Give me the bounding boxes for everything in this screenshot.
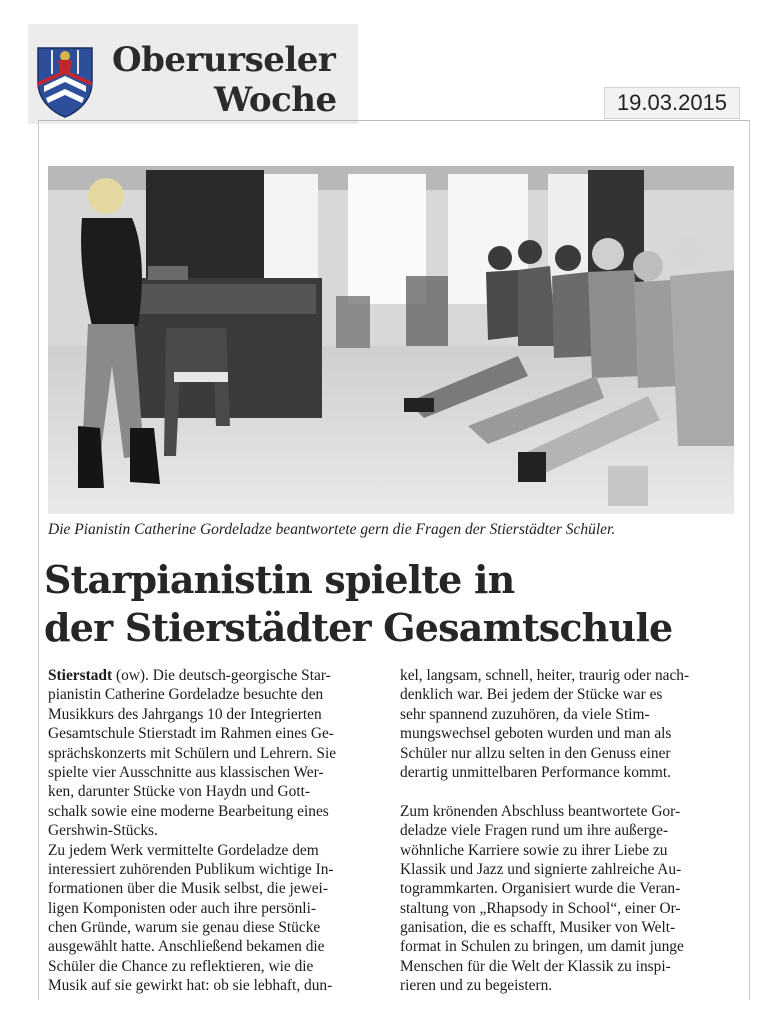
column-line: derartig unmittelbaren Performance kommt. [400, 763, 671, 781]
column-line: ausgewählt hatte. Anschließend bekamen die [48, 938, 325, 956]
column-line: sprächskonzerts mit Schülern und Lehrern. Sie [48, 744, 337, 762]
column-line: chen Gründe, warum sie genau diese Stücke [48, 919, 321, 937]
column-line: interessiert zuhörenden Publikum wichtige In- [48, 860, 334, 878]
column-line: kel, langsam, schnell, heiter, traurig oder nach- [400, 667, 690, 684]
frame-top-rule [38, 120, 750, 121]
article-headline [44, 556, 744, 652]
column-line: wöhnliche Karriere sowie zu ihrer Liebe zu [400, 841, 668, 859]
brand-line-2: Woche [214, 80, 337, 120]
headline-line-1: Starpianistin spielte in [44, 557, 515, 602]
article-column-2 [400, 666, 730, 996]
column-line: sehr spannend zuzuhören, da viele Stim- [400, 705, 650, 723]
column-line: spielte vier Ausschnitte aus klassischen Wer- [48, 763, 324, 781]
column-line: formationen über die Musik selbst, die jewei- [48, 880, 328, 898]
classroom-photo-illustration [48, 166, 734, 514]
column-line: Musikkurs des Jahrgangs 10 der Integrierten [48, 705, 322, 723]
column-line: schalk sowie eine moderne Bearbeitung eines [48, 802, 329, 820]
column-line: denklich war. Bei jedem der Stücke war es [400, 686, 663, 704]
frame-right-rule [749, 120, 750, 1000]
issue-date: 19.03.2015 [604, 87, 740, 119]
column-line: Zu jedem Werk vermittelte Gordeladze dem [48, 841, 319, 859]
column-line: ken, darunter Stücke von Haydn und Gott- [48, 783, 311, 801]
column-line: Musik auf sie gewirkt hat: ob sie lebhaft, dun- [48, 977, 333, 995]
column-line: Gershwin-Stücks. [48, 822, 158, 840]
dateline: Stierstadt [48, 667, 113, 684]
column-line [48, 666, 378, 685]
column-line: pianistin Catherine Gordeladze besuchte den [48, 686, 324, 704]
column-line: Schüler nur allzu selten in den Genuss einer [400, 744, 671, 762]
column-line: deladze viele Fragen rund um ihre außerge- [400, 822, 669, 840]
column-line: Zum krönenden Abschluss beantwortete Gor- [400, 802, 681, 820]
column-line: staltung von „Rhapsody in School“, einer Or- [400, 899, 681, 917]
column-line: Schüler die Chance zu reflektieren, wie die [48, 957, 314, 975]
brand-line-1: Oberurseler [112, 40, 336, 80]
paragraph-gap [400, 782, 730, 801]
column-line: ligen Komponisten oder auch ihre persönli- [48, 899, 316, 917]
article-photo [48, 166, 734, 514]
newspaper-name [112, 40, 337, 120]
column-line: rieren und zu begeistern. [400, 977, 553, 995]
article-column-1 [48, 666, 378, 996]
oberursel-crest-logo [34, 42, 96, 118]
column-line: format in Schulen zu bringen, um damit junge [400, 938, 684, 956]
frame-left-rule [38, 120, 39, 1000]
column-line: togrammkarten. Organisiert wurde die Veran- [400, 880, 681, 898]
column-line: Menschen für die Welt der Klassik zu inspi- [400, 957, 671, 975]
column-line: Gesamtschule Stierstadt im Rahmen eines Ge- [48, 725, 334, 743]
column-line-text: (ow). Die deutsch-georgische Star- [112, 667, 331, 684]
photo-caption: Die Pianistin Catherine Gordeladze beantwortete gern die Fragen der Stierstädter Schüler. [48, 521, 616, 538]
headline-line-2: der Stierstädter Gesamtschule [44, 605, 673, 650]
column-line: ganisation, die es schafft, Musiker von Welt- [400, 919, 676, 937]
column-line: Klassik und Jazz und signierte zahlreiche Au- [400, 860, 682, 878]
column-line: mungswechsel geboten wurden und man als [400, 725, 672, 743]
